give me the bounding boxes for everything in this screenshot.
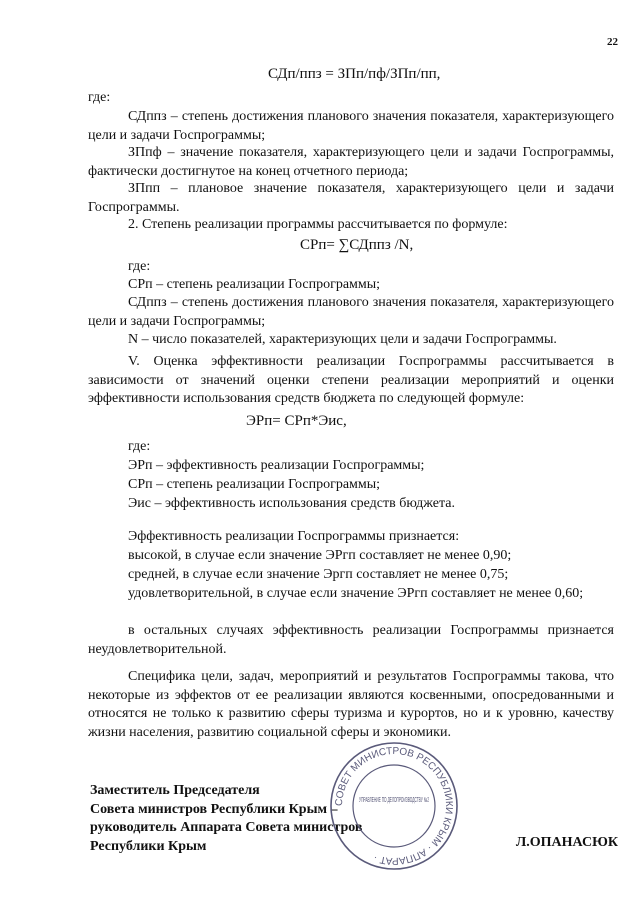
stamp-center-text: УПРАВЛЕНИЕ ПО ДЕЛОПРОИЗВОДСТВУ №2 xyxy=(359,797,430,804)
formula-3: ЭРп= СРп*Эис, xyxy=(246,413,347,429)
efficiency-other: в остальных случаях эффективность реализации Госпрограммы признается неудовлетворительной. xyxy=(88,623,614,657)
definition-srp: СРп – степень реализации Госпрограммы; xyxy=(128,277,381,292)
item-2: 2. Степень реализации программы рассчитывается по формуле: xyxy=(128,217,508,232)
signature-line-3: руководитель Аппарата Совета министров xyxy=(90,820,363,835)
formula-1: СДп/ппз = ЗПп/пф/ЗПп/пп, xyxy=(268,66,441,82)
signatory-name: Л.ОПАНАСЮК xyxy=(515,835,618,850)
signature-line-2: Совета министров Республики Крым – xyxy=(90,801,338,817)
definition-zppf: ЗПпф – значение показателя, характеризующего цели и задачи Госпрограммы, фактически достигнутое на конец отчетного периода; xyxy=(88,145,614,179)
definition-srp-2: СРп – степень реализации Госпрограммы; xyxy=(128,477,381,492)
definition-eis: Эис – эффективность использования средств бюджета. xyxy=(128,496,455,511)
stamp-outer-ring xyxy=(331,743,457,869)
where-label-2: где: xyxy=(128,259,151,274)
efficiency-high: высокой, в случае если значение ЭРгп составляет не менее 0,90; xyxy=(128,548,512,563)
where-label-3: где: xyxy=(128,439,151,454)
official-seal-stamp xyxy=(328,740,460,872)
definition-zppp: ЗПпп – плановое значение показателя, характеризующего цели и задачи Госпрограммы. xyxy=(88,181,614,215)
definition-erp: ЭРп – эффективность реализации Госпрограммы; xyxy=(128,458,425,473)
efficiency-intro: Эффективность реализации Госпрограммы признается: xyxy=(128,529,460,544)
signature-block xyxy=(90,782,363,856)
efficiency-medium: средней, в случае если значение Эргп составляет не менее 0,75; xyxy=(128,567,509,582)
item-5: V. Оценка эффективности реализации Госпрограммы рассчитывается в зависимости от значений оценки степени реализации мероприятий и оценки эффективности использования средств бюджета по следующей формуле: xyxy=(88,354,614,406)
definition-sdppz-2: СДппз – степень достижения планового значения показателя, характеризующего цели и задачи Госпрограммы; xyxy=(88,295,614,329)
signature-line-1: Заместитель Председателя xyxy=(90,783,260,798)
signature-line-4: Республики Крым xyxy=(90,838,207,854)
stamp-ring-text: СОВЕТ МИНИСТРОВ РЕСПУБЛИКИ КРЫМ · АППАРАТ · xyxy=(333,745,455,867)
specifics-paragraph: Специфика цели, задач, мероприятий и результатов Госпрограммы такова, что некоторые из эффектов от ее реализации являются косвенными, опосредованными и относятся не только к развитию сферы туризма и курортов, но и к уровню, качеству жизни населения, развитию социальной сферы и экономики. xyxy=(88,669,614,740)
where-label-1: где: xyxy=(88,90,111,105)
definition-n: N – число показателей, характеризующих цели и задачи Госпрограммы. xyxy=(128,332,557,347)
efficiency-satisfactory: удовлетворительной, в случае если значение ЭРгп составляет не менее 0,60; xyxy=(128,586,584,601)
page-number: 22 xyxy=(607,36,618,48)
formula-2: СРп= ∑СДппз /N, xyxy=(300,237,414,253)
stamp-inner-ring xyxy=(353,765,435,847)
definition-sdppz: СДппз – степень достижения планового значения показателя, характеризующего цели и задачи Госпрограммы; xyxy=(88,109,614,143)
